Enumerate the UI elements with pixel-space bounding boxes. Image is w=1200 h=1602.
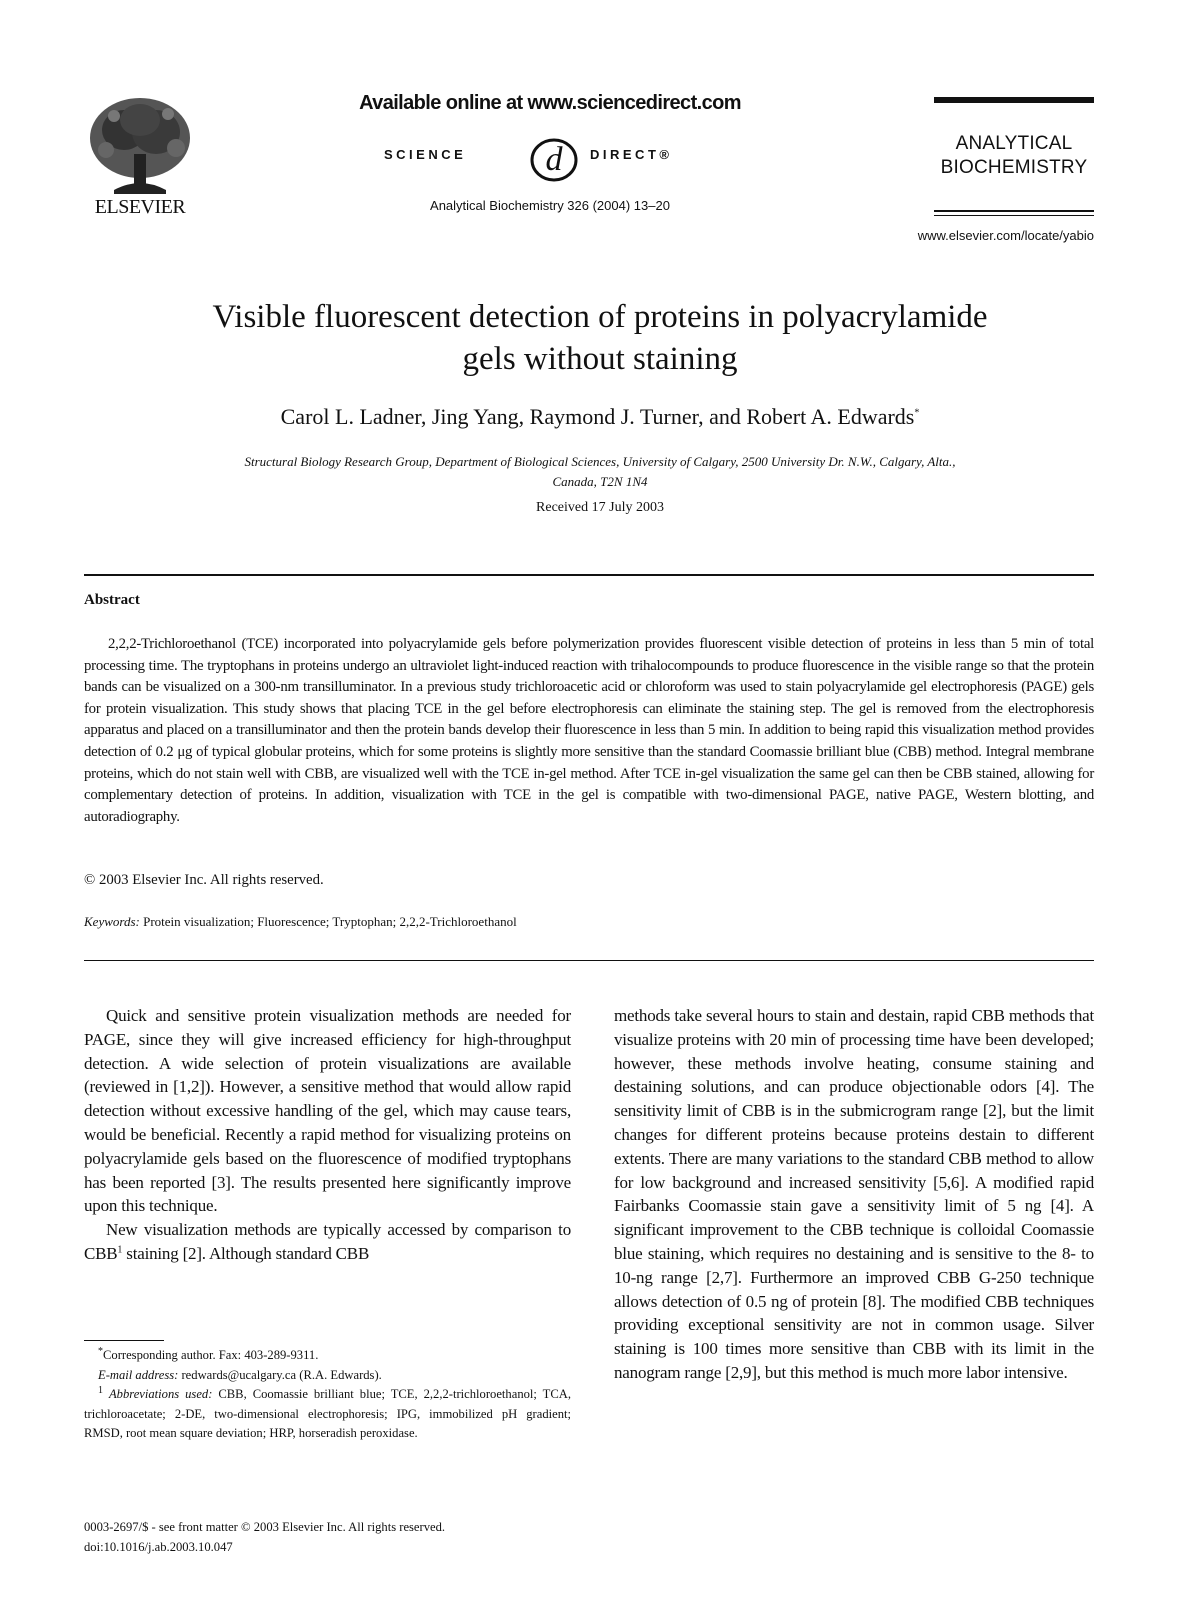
footnote-mark: 1	[98, 1385, 103, 1396]
body-text: staining [2]. Although standard CBB	[122, 1243, 370, 1263]
footnote-label: Abbreviations used:	[108, 1387, 213, 1402]
article-title-line2: gels without staining	[462, 341, 738, 377]
email-link[interactable]: redwards@ucalgary.ca (R.A. Edwards).	[178, 1367, 382, 1382]
journal-rule-bottom	[934, 210, 1094, 212]
keywords-list: Protein visualization; Fluorescence; Tryptophan; 2,2,2-Trichloroethanol	[143, 914, 517, 929]
footnote-text: Corresponding author. Fax: 403-289-9311.	[103, 1348, 319, 1362]
sciencedirect-d-icon	[526, 124, 582, 186]
body-paragraph	[84, 1218, 571, 1266]
body-paragraph: methods take several hours to stain and destain, rapid CBB methods that visualize proteins with 20 min of processing time have been developed; however, these methods involve heating, consume staining and destaining solutions, and can produce objectionable odors [4]. The sensitivity limit of CBB is in the submicrogram range [2], but the limit changes for different proteins because proteins destain to different extents. There are many variations to the standard CBB method to allow for low background and increased sensitivity [5,6]. A modified rapid Fairbanks Coomassie stain gave a sensitivity limit of 5 ng [4]. A significant improvement to the CBB technique is colloidal Coomassie blue staining, which requires no destaining and is sensitive to the 8- to 10-ng range [2,7]. Furthermore an improved CBB G-250 technique allows detection of 0.5 ng of protein [8]. The modified CBB techniques providing exceptional sensitivity are not in common usage. Silver staining is 100 times more sensitive than CBB with its limit in the nanogram range [2,9], but this method is much more labor intensive.	[614, 1006, 1094, 1382]
corresponding-author-mark[interactable]: *	[914, 407, 920, 419]
abstract-text: 2,2,2-Trichloroethanol (TCE) incorporated into polyacrylamide gels before polymerization provides fluorescent visible detection of proteins in less than 5 min of total processing time. The tryptophans in proteins undergo an ultraviolet light-induced reaction with trihalocompounds to produce fluorescence in the visible range so that the protein bands can be visualized on a 300-nm transilluminator. In a previous study trichloroacetic acid or chloroform was used to stain polyacrylamide gel electrophoresis (PAGE) gels for protein visualization. This study shows that placing TCE in the gel before electrophoresis can eliminate the staining step. The gel is removed from the electrophoresis apparatus and placed on a transilluminator and then the protein bands develop their fluorescence in less than 5 min. In addition to being rapid this visualization method provides detection of 0.2 μg of typical globular proteins, which for some proteins is slightly more sensitive than the standard Coomassie brilliant blue (CBB) method. Integral membrane proteins, which do not stain well with CBB, are visualized well with the TCE in-gel method. After TCE in-gel visualization the same gel can then be CBB stained, allowing for complementary detection of proteins. In addition, visualization with TCE in the gel is compatible with two-dimensional PAGE, native PAGE, Western blotting, and autoradiography.	[84, 636, 1094, 825]
footnotes	[84, 1346, 571, 1444]
footnote-label: E-mail address:	[98, 1367, 179, 1382]
journal-url-link[interactable]: www.elsevier.com/locate/yabio	[917, 228, 1094, 243]
front-matter-text: 0003-2697/$ - see front matter © 2003 Elsevier Inc. All rights reserved.	[84, 1520, 446, 1534]
footnote-text: CBB, Coomassie brilliant blue; TCE, 2,2,2-trichloroethanol; TCA, trichloroacetate; 2-DE, two-dimensional electrophoresis; IPG, immobilized pH gradient; RMSD, root mean square deviation; HRP, horseradish peroxidase.	[84, 1387, 571, 1441]
article-title	[150, 296, 1050, 380]
front-matter	[84, 1518, 571, 1557]
article-authors	[120, 404, 1080, 430]
keywords-label: Keywords:	[84, 914, 140, 929]
sciencedirect-logo-right: DIRECT®	[590, 147, 673, 162]
abstract-copyright: © 2003 Elsevier Inc. All rights reserved.	[84, 872, 324, 888]
available-online-banner[interactable]: Available online at www.sciencedirect.com	[359, 92, 741, 114]
footnote-mark: *	[98, 1345, 103, 1357]
author-list: Carol L. Ladner, Jing Yang, Raymond J. Turner, and Robert A. Edwards	[280, 404, 915, 429]
abstract-heading: Abstract	[84, 592, 140, 608]
affiliation-line1: Structural Biology Research Group, Department of Biological Sciences, University of Calgary, 2500 University Dr. N.W., Calgary, Alta.,	[244, 454, 956, 469]
journal-rule-top	[934, 97, 1094, 103]
abstract-rule-top	[84, 574, 1094, 576]
keywords	[84, 914, 1094, 930]
footnote-ref-1[interactable]: 1	[117, 1244, 123, 1256]
footnote-rule	[84, 1340, 164, 1341]
body-text: New visualization methods are typically accessed by comparison to CBB	[84, 1220, 571, 1263]
sciencedirect-logo	[330, 124, 770, 194]
body-column-right	[614, 1004, 1094, 1385]
author-affiliation	[120, 452, 1080, 492]
journal-name-line1: ANALYTICAL	[955, 133, 1073, 154]
article-title-line1: Visible fluorescent detection of proteins in polyacrylamide	[212, 299, 988, 335]
body-paragraph: Quick and sensitive protein visualization methods are needed for PAGE, since they will give increased efficiency for high-throughput detection. A wide selection of protein visualizations are available (reviewed in [1,2]). However, a sensitive method that would allow rapid detection without excessive handling of the gel, which may cause tears, would be beneficial. Recently a rapid method for visualizing proteins on polyacrylamide gels based on the fluorescence of modified tryptophans has been reported [3]. The results presented here significantly improve upon this technique.	[84, 1006, 571, 1216]
sciencedirect-logo-left: SCIENCE	[384, 147, 467, 162]
journal-name	[934, 132, 1094, 180]
received-date: Received 17 July 2003	[536, 500, 664, 515]
journal-rule-bottom-thin	[934, 215, 1094, 216]
abstract-rule-bottom	[84, 960, 1094, 961]
publisher-logo-text: ELSEVIER	[94, 196, 186, 218]
footnote-email	[84, 1366, 571, 1386]
journal-name-line2: BIOCHEMISTRY	[940, 157, 1088, 178]
affiliation-line2: Canada, T2N 1N4	[552, 474, 648, 489]
body-column-left	[84, 1004, 571, 1266]
footnote-abbreviations	[84, 1385, 571, 1444]
journal-citation: Analytical Biochemistry 326 (2004) 13–20	[430, 198, 670, 213]
svg-text:d: d	[545, 141, 563, 178]
footnote-corresponding	[84, 1346, 571, 1366]
doi-link[interactable]: doi:10.1016/j.ab.2003.10.047	[84, 1539, 233, 1554]
